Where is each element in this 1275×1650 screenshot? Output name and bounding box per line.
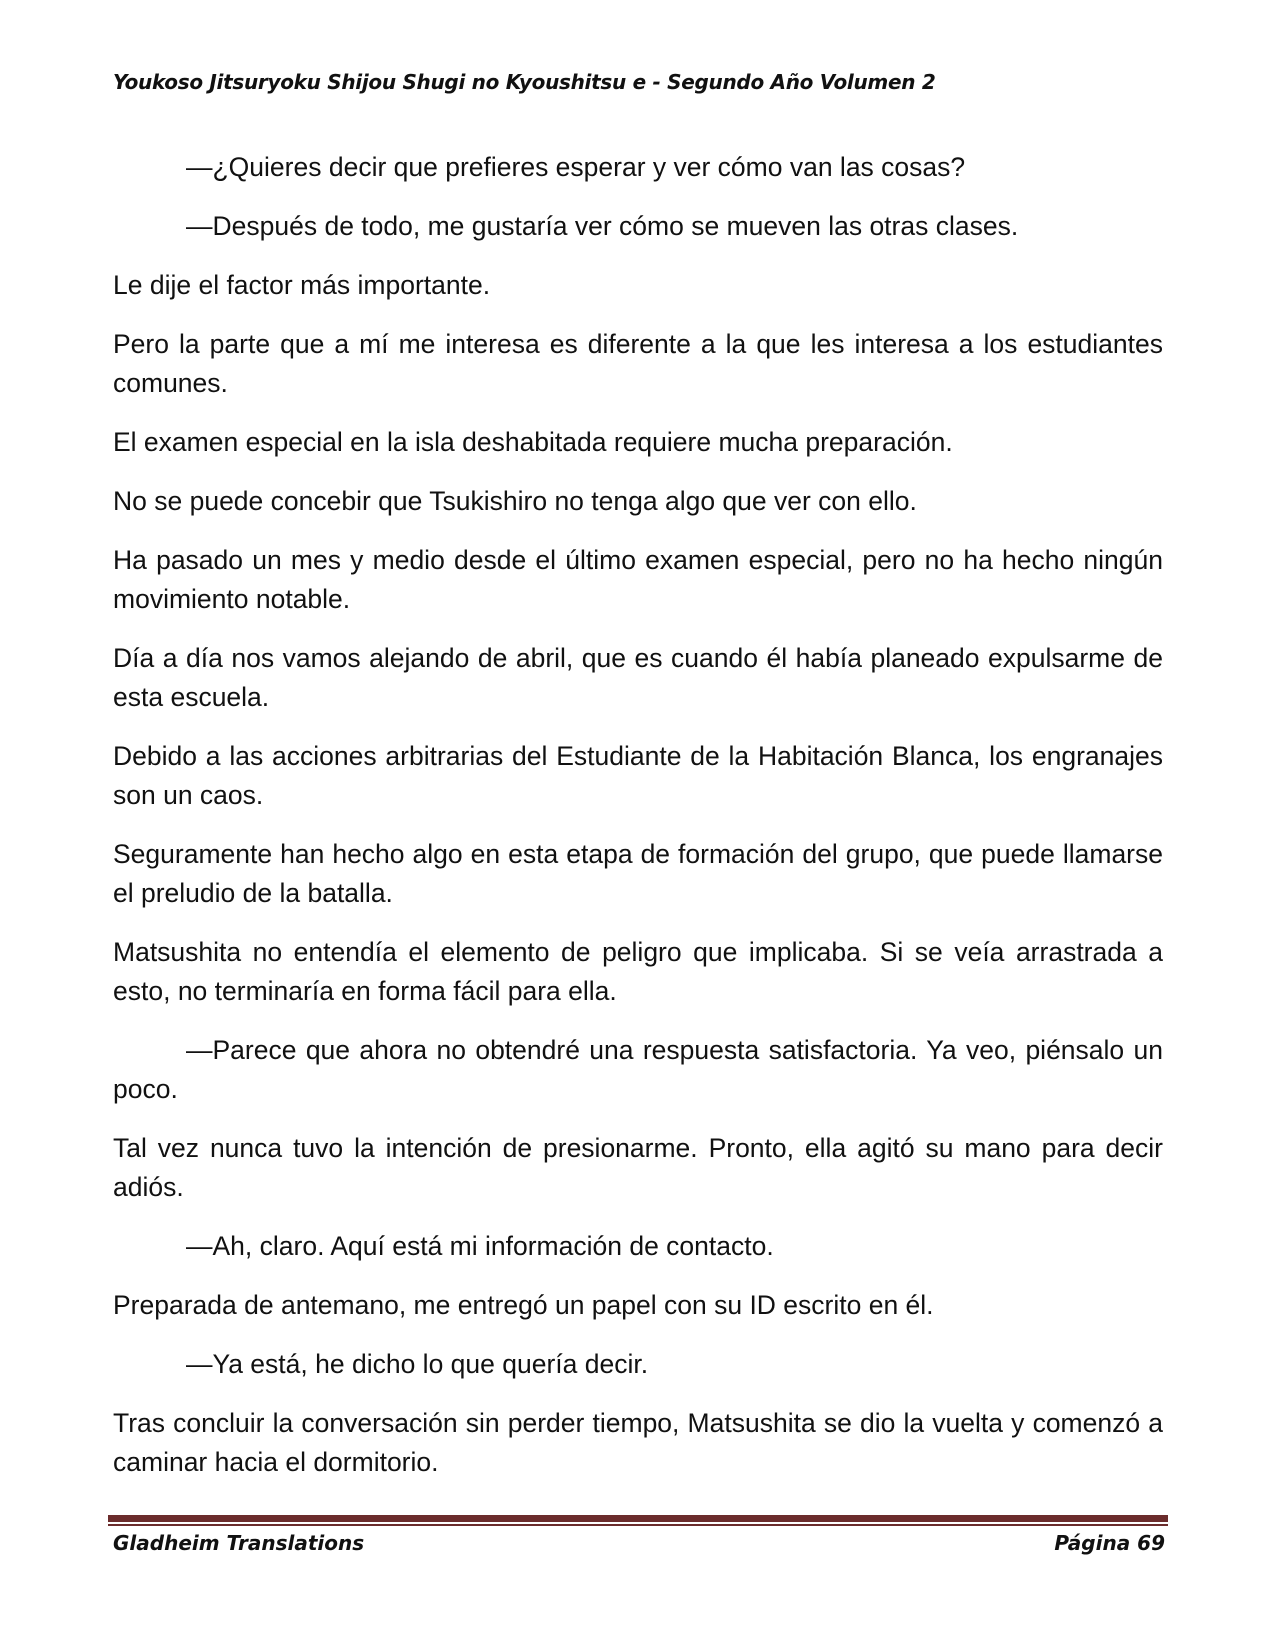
paragraph-dialogue: —Ya está, he dicho lo que quería decir. bbox=[186, 1349, 649, 1379]
paragraph: Matsushita no entendía el elemento de peligro que implicaba. Si se veía arrastrada a esto, no terminaría en forma fácil para ella. bbox=[113, 937, 1163, 1006]
paragraph: Tal vez nunca tuvo la intención de presionarme. Pronto, ella agitó su mano para decir adiós. bbox=[113, 1133, 1163, 1202]
paragraph: No se puede concebir que Tsukishiro no tenga algo que ver con ello. bbox=[113, 486, 917, 516]
paragraph: Día a día nos vamos alejando de abril, que es cuando él había planeado expulsarme de esta escuela. bbox=[113, 643, 1163, 712]
footer-divider bbox=[108, 1515, 1168, 1522]
paragraph: El examen especial en la isla deshabitada requiere mucha preparación. bbox=[113, 427, 953, 457]
paragraph-dialogue: —¿Quieres decir que prefieres esperar y ver cómo van las cosas? bbox=[186, 152, 966, 182]
paragraph-dialogue: —Después de todo, me gustaría ver cómo se mueven las otras clases. bbox=[186, 211, 1019, 241]
paragraph-dialogue: —Ah, claro. Aquí está mi información de contacto. bbox=[186, 1231, 774, 1261]
paragraph: Ha pasado un mes y medio desde el último examen especial, pero no ha hecho ningún movimiento notable. bbox=[113, 545, 1163, 614]
paragraph: Debido a las acciones arbitrarias del Estudiante de la Habitación Blanca, los engranajes son un caos. bbox=[113, 741, 1163, 810]
footer-divider-thin bbox=[108, 1524, 1168, 1526]
paragraph-dialogue: —Parece que ahora no obtendré una respuesta satisfactoria. Ya veo, piénsalo un poco. bbox=[113, 1035, 1163, 1104]
page-header-title: Youkoso Jitsuryoku Shijou Shugi no Kyoushitsu e - Segundo Año Volumen 2 bbox=[113, 70, 936, 94]
paragraph: Seguramente han hecho algo en esta etapa de formación del grupo, que puede llamarse el preludio de la batalla. bbox=[113, 839, 1163, 908]
body-text bbox=[113, 148, 1163, 1502]
paragraph: Pero la parte que a mí me interesa es diferente a la que les interesa a los estudiantes comunes. bbox=[113, 329, 1163, 398]
footer-page-number: Página 69 bbox=[1054, 1531, 1165, 1555]
paragraph: Preparada de antemano, me entregó un papel con su ID escrito en él. bbox=[113, 1290, 934, 1320]
footer-translator-name: Gladheim Translations bbox=[113, 1531, 365, 1555]
paragraph: Tras concluir la conversación sin perder tiempo, Matsushita se dio la vuelta y comenzó a caminar hacia el dormitorio. bbox=[113, 1408, 1163, 1477]
paragraph: Le dije el factor más importante. bbox=[113, 270, 491, 300]
